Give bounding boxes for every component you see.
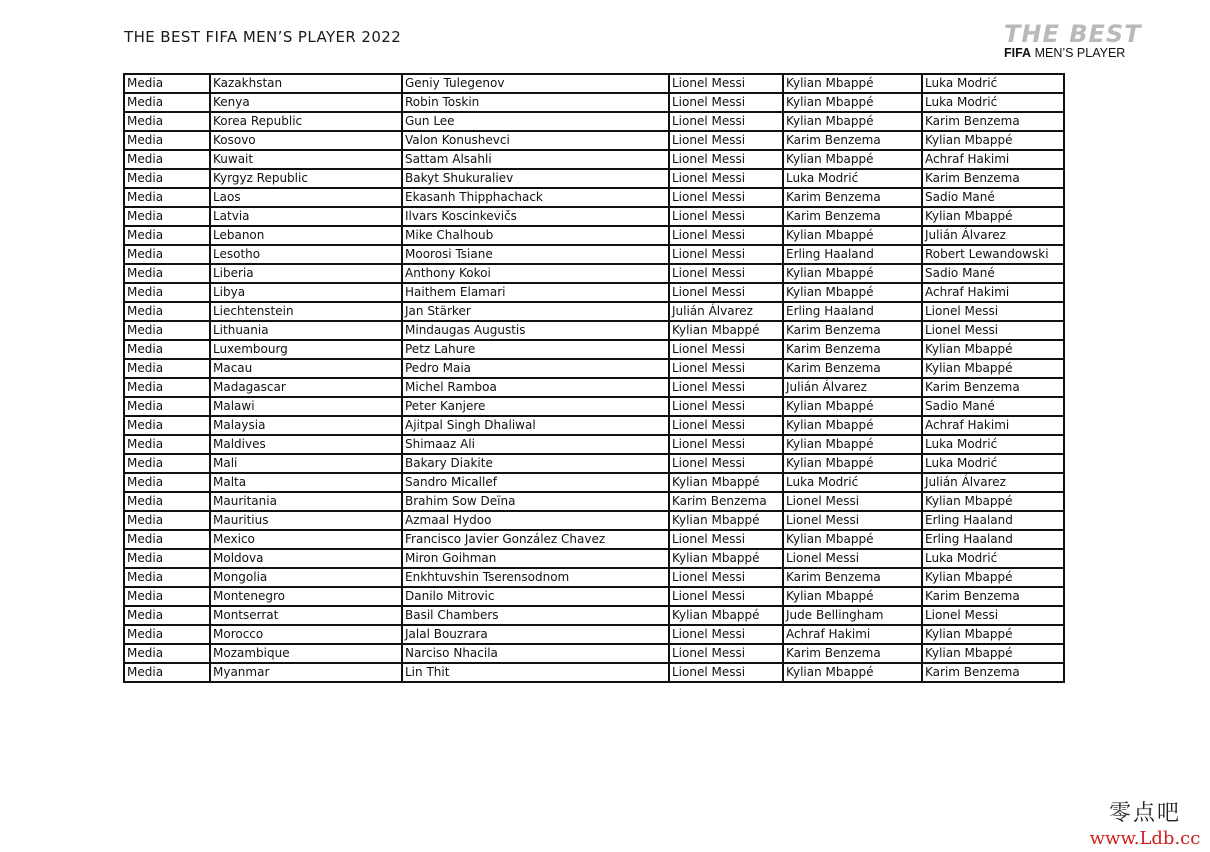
table-row: [124, 568, 1064, 587]
country-cell: Morocco: [210, 625, 402, 644]
voter-name-cell: Haithem Elamari: [402, 283, 669, 302]
second-place-cell: Lionel Messi: [783, 492, 922, 511]
country-cell: Lithuania: [210, 321, 402, 340]
country-cell: Lebanon: [210, 226, 402, 245]
second-place-cell: Karim Benzema: [783, 207, 922, 226]
voter-name-cell: Brahim Sow Deïna: [402, 492, 669, 511]
country-cell: Moldova: [210, 549, 402, 568]
first-place-cell: Lionel Messi: [669, 663, 783, 682]
country-cell: Mozambique: [210, 644, 402, 663]
first-place-cell: Lionel Messi: [669, 359, 783, 378]
first-place-cell: Lionel Messi: [669, 74, 783, 93]
logo-main-text: THE BEST: [1004, 20, 1142, 48]
table-row: [124, 359, 1064, 378]
votes-table: [123, 73, 1065, 683]
table-row: [124, 226, 1064, 245]
voter-name-cell: Pedro Maia: [402, 359, 669, 378]
voter-name-cell: Valon Konushevci: [402, 131, 669, 150]
voter-name-cell: Basil Chambers: [402, 606, 669, 625]
first-place-cell: Lionel Messi: [669, 169, 783, 188]
third-place-cell: Erling Haaland: [922, 530, 1064, 549]
voter-category-cell: Media: [124, 549, 210, 568]
the-best-logo: [1004, 22, 1154, 60]
second-place-cell: Karim Benzema: [783, 568, 922, 587]
voter-category-cell: Media: [124, 340, 210, 359]
table-row: [124, 340, 1064, 359]
second-place-cell: Achraf Hakimi: [783, 625, 922, 644]
country-cell: Korea Republic: [210, 112, 402, 131]
voter-name-cell: Lin Thit: [402, 663, 669, 682]
third-place-cell: Kylian Mbappé: [922, 131, 1064, 150]
second-place-cell: Luka Modrić: [783, 169, 922, 188]
third-place-cell: Karim Benzema: [922, 663, 1064, 682]
first-place-cell: Lionel Messi: [669, 530, 783, 549]
table-row: [124, 549, 1064, 568]
third-place-cell: Karim Benzema: [922, 112, 1064, 131]
second-place-cell: Kylian Mbappé: [783, 397, 922, 416]
first-place-cell: Lionel Messi: [669, 625, 783, 644]
voter-category-cell: Media: [124, 302, 210, 321]
voter-name-cell: Narciso Nhacila: [402, 644, 669, 663]
table-row: [124, 74, 1064, 93]
table-row: [124, 150, 1064, 169]
country-cell: Macau: [210, 359, 402, 378]
country-cell: Malaysia: [210, 416, 402, 435]
voter-category-cell: Media: [124, 511, 210, 530]
table-row: [124, 188, 1064, 207]
table-row: [124, 112, 1064, 131]
first-place-cell: Lionel Messi: [669, 378, 783, 397]
third-place-cell: Sadio Mané: [922, 397, 1064, 416]
second-place-cell: Lionel Messi: [783, 511, 922, 530]
third-place-cell: Luka Modrić: [922, 454, 1064, 473]
first-place-cell: Kylian Mbappé: [669, 511, 783, 530]
first-place-cell: Lionel Messi: [669, 226, 783, 245]
country-cell: Mali: [210, 454, 402, 473]
first-place-cell: Lionel Messi: [669, 93, 783, 112]
second-place-cell: Karim Benzema: [783, 340, 922, 359]
table-row: [124, 454, 1064, 473]
second-place-cell: Kylian Mbappé: [783, 283, 922, 302]
first-place-cell: Lionel Messi: [669, 340, 783, 359]
first-place-cell: Kylian Mbappé: [669, 473, 783, 492]
voter-category-cell: Media: [124, 492, 210, 511]
voter-name-cell: Peter Kanjere: [402, 397, 669, 416]
second-place-cell: Erling Haaland: [783, 245, 922, 264]
table-row: [124, 264, 1064, 283]
country-cell: Libya: [210, 283, 402, 302]
first-place-cell: Lionel Messi: [669, 207, 783, 226]
table-row: [124, 245, 1064, 264]
country-cell: Kazakhstan: [210, 74, 402, 93]
third-place-cell: Luka Modrić: [922, 93, 1064, 112]
voter-category-cell: Media: [124, 397, 210, 416]
voter-category-cell: Media: [124, 150, 210, 169]
first-place-cell: Lionel Messi: [669, 587, 783, 606]
third-place-cell: Karim Benzema: [922, 169, 1064, 188]
first-place-cell: Lionel Messi: [669, 435, 783, 454]
voter-category-cell: Media: [124, 644, 210, 663]
voter-category-cell: Media: [124, 207, 210, 226]
third-place-cell: Luka Modrić: [922, 435, 1064, 454]
table-row: [124, 93, 1064, 112]
voter-category-cell: Media: [124, 245, 210, 264]
voter-category-cell: Media: [124, 530, 210, 549]
second-place-cell: Kylian Mbappé: [783, 226, 922, 245]
table-row: [124, 321, 1064, 340]
voter-name-cell: Mindaugas Augustis: [402, 321, 669, 340]
third-place-cell: Kylian Mbappé: [922, 340, 1064, 359]
third-place-cell: Kylian Mbappé: [922, 492, 1064, 511]
voter-category-cell: Media: [124, 359, 210, 378]
second-place-cell: Karim Benzema: [783, 644, 922, 663]
second-place-cell: Jude Bellingham: [783, 606, 922, 625]
watermark: [1086, 800, 1204, 850]
third-place-cell: Robert Lewandowski: [922, 245, 1064, 264]
country-cell: Montenegro: [210, 587, 402, 606]
third-place-cell: Kylian Mbappé: [922, 625, 1064, 644]
voter-category-cell: Media: [124, 663, 210, 682]
country-cell: Mongolia: [210, 568, 402, 587]
table-row: [124, 131, 1064, 150]
second-place-cell: Kylian Mbappé: [783, 74, 922, 93]
second-place-cell: Kylian Mbappé: [783, 435, 922, 454]
voter-name-cell: Geniy Tulegenov: [402, 74, 669, 93]
voter-category-cell: Media: [124, 568, 210, 587]
country-cell: Lesotho: [210, 245, 402, 264]
votes-table-body: [124, 74, 1064, 682]
country-cell: Malawi: [210, 397, 402, 416]
voter-name-cell: Bakary Diakite: [402, 454, 669, 473]
country-cell: Maldives: [210, 435, 402, 454]
table-row: [124, 283, 1064, 302]
voter-name-cell: Ilvars Koscinkevičs: [402, 207, 669, 226]
first-place-cell: Lionel Messi: [669, 568, 783, 587]
voter-name-cell: Sattam Alsahli: [402, 150, 669, 169]
second-place-cell: Kylian Mbappé: [783, 264, 922, 283]
logo-sub-bold: FIFA: [1004, 46, 1032, 60]
voter-category-cell: Media: [124, 112, 210, 131]
first-place-cell: Lionel Messi: [669, 644, 783, 663]
country-cell: Mauritius: [210, 511, 402, 530]
first-place-cell: Kylian Mbappé: [669, 606, 783, 625]
first-place-cell: Julián Álvarez: [669, 302, 783, 321]
first-place-cell: Lionel Messi: [669, 416, 783, 435]
voter-name-cell: Ajitpal Singh Dhaliwal: [402, 416, 669, 435]
voter-category-cell: Media: [124, 378, 210, 397]
voter-name-cell: Robin Toskin: [402, 93, 669, 112]
third-place-cell: Luka Modrić: [922, 549, 1064, 568]
voter-category-cell: Media: [124, 131, 210, 150]
watermark-url: www.Ldb.cc: [1089, 828, 1201, 849]
country-cell: Liechtenstein: [210, 302, 402, 321]
second-place-cell: Kylian Mbappé: [783, 150, 922, 169]
second-place-cell: Luka Modrić: [783, 473, 922, 492]
second-place-cell: Julián Álvarez: [783, 378, 922, 397]
country-cell: Malta: [210, 473, 402, 492]
voter-name-cell: Miron Goihman: [402, 549, 669, 568]
country-cell: Myanmar: [210, 663, 402, 682]
second-place-cell: Karim Benzema: [783, 321, 922, 340]
voter-category-cell: Media: [124, 264, 210, 283]
voter-category-cell: Media: [124, 74, 210, 93]
country-cell: Luxembourg: [210, 340, 402, 359]
voter-category-cell: Media: [124, 587, 210, 606]
voter-name-cell: Anthony Kokoi: [402, 264, 669, 283]
voter-name-cell: Michel Ramboa: [402, 378, 669, 397]
voter-category-cell: Media: [124, 473, 210, 492]
document-title: THE BEST FIFA MEN’S PLAYER 2022: [124, 28, 402, 46]
voter-name-cell: Enkhtuvshin Tserensodnom: [402, 568, 669, 587]
voter-category-cell: Media: [124, 226, 210, 245]
voter-name-cell: Ekasanh Thipphachack: [402, 188, 669, 207]
voter-name-cell: Jalal Bouzrara: [402, 625, 669, 644]
watermark-chinese-text: 零点吧: [1108, 801, 1181, 826]
third-place-cell: Achraf Hakimi: [922, 283, 1064, 302]
third-place-cell: Achraf Hakimi: [922, 150, 1064, 169]
country-cell: Laos: [210, 188, 402, 207]
country-cell: Liberia: [210, 264, 402, 283]
voter-category-cell: Media: [124, 283, 210, 302]
second-place-cell: Kylian Mbappé: [783, 93, 922, 112]
table-row: [124, 416, 1064, 435]
voter-name-cell: Danilo Mitrovic: [402, 587, 669, 606]
third-place-cell: Sadio Mané: [922, 188, 1064, 207]
table-row: [124, 302, 1064, 321]
voter-category-cell: Media: [124, 416, 210, 435]
third-place-cell: Kylian Mbappé: [922, 644, 1064, 663]
first-place-cell: Lionel Messi: [669, 112, 783, 131]
voter-category-cell: Media: [124, 188, 210, 207]
table-row: [124, 169, 1064, 188]
first-place-cell: Lionel Messi: [669, 454, 783, 473]
voter-name-cell: Moorosi Tsiane: [402, 245, 669, 264]
voter-name-cell: Shimaaz Ali: [402, 435, 669, 454]
first-place-cell: Karim Benzema: [669, 492, 783, 511]
table-row: [124, 511, 1064, 530]
first-place-cell: Lionel Messi: [669, 283, 783, 302]
second-place-cell: Kylian Mbappé: [783, 530, 922, 549]
voter-category-cell: Media: [124, 454, 210, 473]
voter-name-cell: Sandro Micallef: [402, 473, 669, 492]
table-row: [124, 587, 1064, 606]
country-cell: Kosovo: [210, 131, 402, 150]
table-row: [124, 625, 1064, 644]
second-place-cell: Karim Benzema: [783, 359, 922, 378]
table-row: [124, 473, 1064, 492]
first-place-cell: Kylian Mbappé: [669, 321, 783, 340]
country-cell: Kenya: [210, 93, 402, 112]
third-place-cell: Julián Álvarez: [922, 226, 1064, 245]
first-place-cell: Lionel Messi: [669, 150, 783, 169]
third-place-cell: Sadio Mané: [922, 264, 1064, 283]
country-cell: Mauritania: [210, 492, 402, 511]
voter-category-cell: Media: [124, 321, 210, 340]
third-place-cell: Luka Modrić: [922, 74, 1064, 93]
table-row: [124, 435, 1064, 454]
table-row: [124, 397, 1064, 416]
first-place-cell: Kylian Mbappé: [669, 549, 783, 568]
country-cell: Kyrgyz Republic: [210, 169, 402, 188]
second-place-cell: Karim Benzema: [783, 188, 922, 207]
voter-name-cell: Jan Stärker: [402, 302, 669, 321]
third-place-cell: Karim Benzema: [922, 378, 1064, 397]
third-place-cell: Julián Álvarez: [922, 473, 1064, 492]
logo-sub-rest: MEN’S PLAYER: [1031, 46, 1126, 60]
first-place-cell: Lionel Messi: [669, 245, 783, 264]
second-place-cell: Kylian Mbappé: [783, 663, 922, 682]
second-place-cell: Lionel Messi: [783, 549, 922, 568]
voter-category-cell: Media: [124, 169, 210, 188]
third-place-cell: Erling Haaland: [922, 511, 1064, 530]
third-place-cell: Karim Benzema: [922, 587, 1064, 606]
voter-name-cell: Gun Lee: [402, 112, 669, 131]
third-place-cell: Lionel Messi: [922, 302, 1064, 321]
first-place-cell: Lionel Messi: [669, 397, 783, 416]
second-place-cell: Erling Haaland: [783, 302, 922, 321]
third-place-cell: Lionel Messi: [922, 606, 1064, 625]
third-place-cell: Kylian Mbappé: [922, 359, 1064, 378]
second-place-cell: Karim Benzema: [783, 131, 922, 150]
table-row: [124, 606, 1064, 625]
table-row: [124, 207, 1064, 226]
voter-name-cell: Petz Lahure: [402, 340, 669, 359]
third-place-cell: Kylian Mbappé: [922, 568, 1064, 587]
country-cell: Mexico: [210, 530, 402, 549]
country-cell: Kuwait: [210, 150, 402, 169]
voter-name-cell: Bakyt Shukuraliev: [402, 169, 669, 188]
table-row: [124, 644, 1064, 663]
second-place-cell: Kylian Mbappé: [783, 112, 922, 131]
logo-sub-text: [1004, 46, 1154, 60]
second-place-cell: Kylian Mbappé: [783, 454, 922, 473]
voter-name-cell: Francisco Javier González Chavez: [402, 530, 669, 549]
second-place-cell: Kylian Mbappé: [783, 587, 922, 606]
voter-category-cell: Media: [124, 625, 210, 644]
third-place-cell: Kylian Mbappé: [922, 207, 1064, 226]
second-place-cell: Kylian Mbappé: [783, 416, 922, 435]
table-row: [124, 663, 1064, 682]
country-cell: Latvia: [210, 207, 402, 226]
first-place-cell: Lionel Messi: [669, 131, 783, 150]
first-place-cell: Lionel Messi: [669, 188, 783, 207]
table-row: [124, 492, 1064, 511]
voter-name-cell: Mike Chalhoub: [402, 226, 669, 245]
voter-category-cell: Media: [124, 435, 210, 454]
voter-category-cell: Media: [124, 606, 210, 625]
country-cell: Madagascar: [210, 378, 402, 397]
voter-name-cell: Azmaal Hydoo: [402, 511, 669, 530]
third-place-cell: Achraf Hakimi: [922, 416, 1064, 435]
table-row: [124, 530, 1064, 549]
voter-category-cell: Media: [124, 93, 210, 112]
first-place-cell: Lionel Messi: [669, 264, 783, 283]
country-cell: Montserrat: [210, 606, 402, 625]
third-place-cell: Lionel Messi: [922, 321, 1064, 340]
table-row: [124, 378, 1064, 397]
